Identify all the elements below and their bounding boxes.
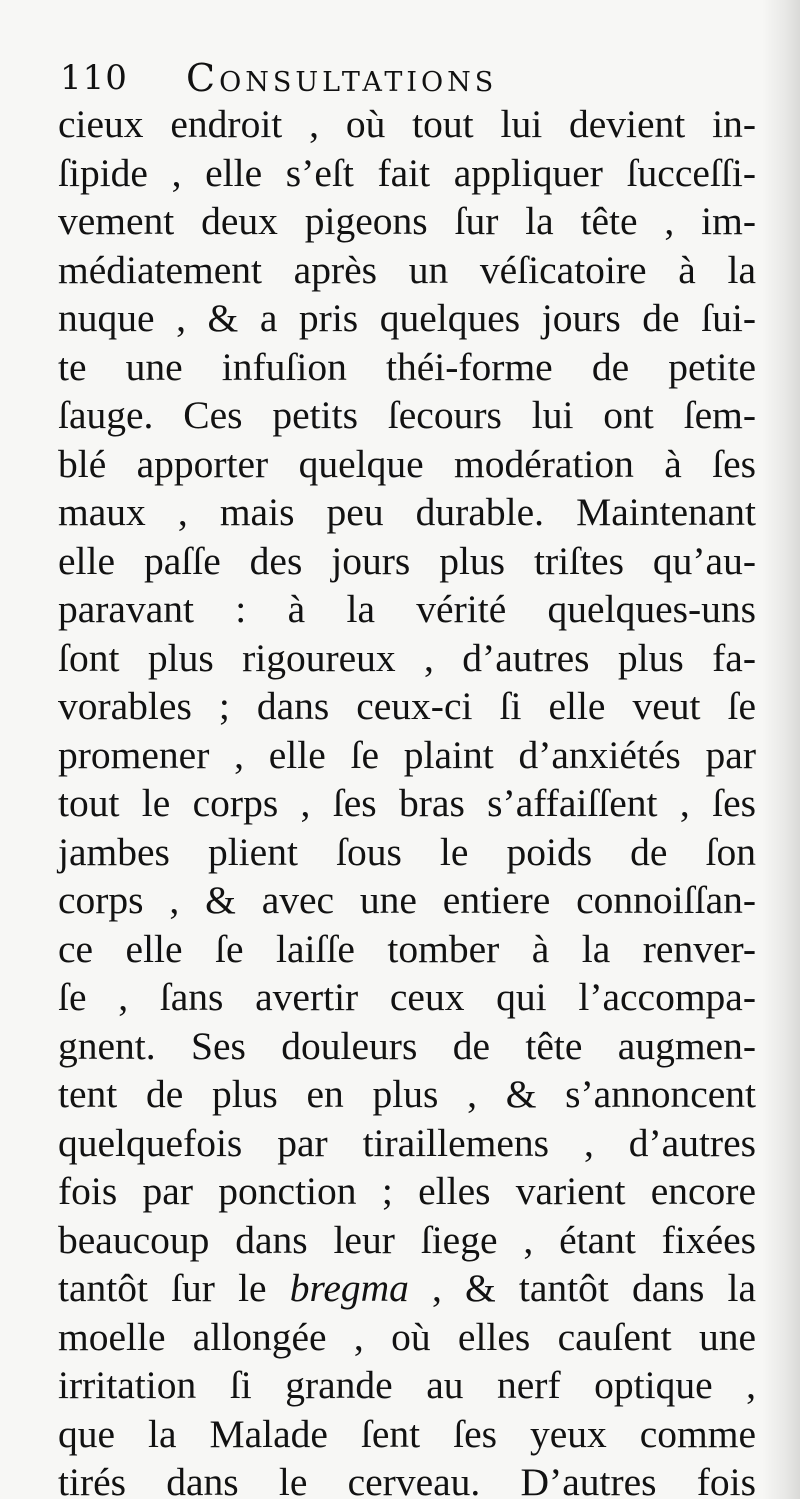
text-line: fois par ponction ; elles varient encore (58, 1169, 756, 1213)
text-line: cieux endroit , où tout lui devient in- (58, 102, 756, 146)
text-line: ſauge. Ces petits ſecours lui ont ſem- (58, 393, 756, 437)
text-line: ſe , ſans avertir ceux qui l’accompa- (58, 975, 756, 1019)
text-line: vement deux pigeons ſur la tête , im- (58, 199, 756, 243)
text-line: corps , & avec une entiere connoiſſan- (58, 878, 756, 922)
text-line: gnent. Ses douleurs de tête augmen- (58, 1023, 756, 1068)
text-line: irritation ſi grande au nerf optique , (58, 1363, 756, 1407)
text-line-with-italic (58, 1264, 756, 1313)
text-line: tout le corps , ſes bras s’affaiſſent , ſes (58, 781, 756, 825)
text-line: moelle allongée , où elles cauſent une (58, 1314, 756, 1359)
text-line: tent de plus en plus , & s’annoncent (58, 1072, 756, 1116)
page-gutter-shadow (762, 0, 800, 1499)
text-line: vorables ; dans ceux-ci ſi elle veut ſe (58, 684, 756, 728)
text-line: jambes plient ſous le poids de ſon (58, 829, 756, 874)
text-line: ce elle ſe laiſſe tomber à la renver- (58, 926, 756, 971)
text-line: ſont plus rigoureux , d’autres plus fa- (58, 635, 756, 680)
page-number: 110 (60, 58, 128, 98)
text-line: médiatement après un véſicatoire à la (58, 247, 756, 292)
text-line: que la Malade ſent ſes yeux comme (58, 1411, 756, 1456)
text-run: tantôt ſur le (58, 1266, 290, 1310)
text-run: , & tantôt dans la (408, 1266, 756, 1310)
text-line: te une infuſion théi-forme de petite (58, 344, 756, 389)
running-head: Consultations (186, 56, 498, 100)
text-line: nuque , & a pris quelques jours de ſui- (58, 296, 756, 340)
text-line: ſipide , elle s’eſt fait appliquer ſucceſſi- (58, 150, 756, 195)
text-line: tirés dans le cerveau. D’autres fois (58, 1460, 756, 1504)
text-line: quelquefois par tiraillemens , d’autres (58, 1120, 756, 1165)
italic-term: bregma (289, 1266, 409, 1310)
text-line: maux , mais peu durable. Maintenant (58, 490, 756, 534)
body-text (58, 100, 756, 1507)
text-line: elle paſſe des jours plus triſtes qu’au- (58, 538, 756, 583)
text-line: blé apporter quelque modération à ſes (58, 441, 756, 486)
text-line: promener , elle ſe plaint d’anxiétés par (58, 732, 756, 777)
text-line: beaucoup dans leur ſiege , étant fixées (58, 1217, 756, 1262)
text-line: paravant : à la vérité quelques-uns (58, 587, 756, 631)
